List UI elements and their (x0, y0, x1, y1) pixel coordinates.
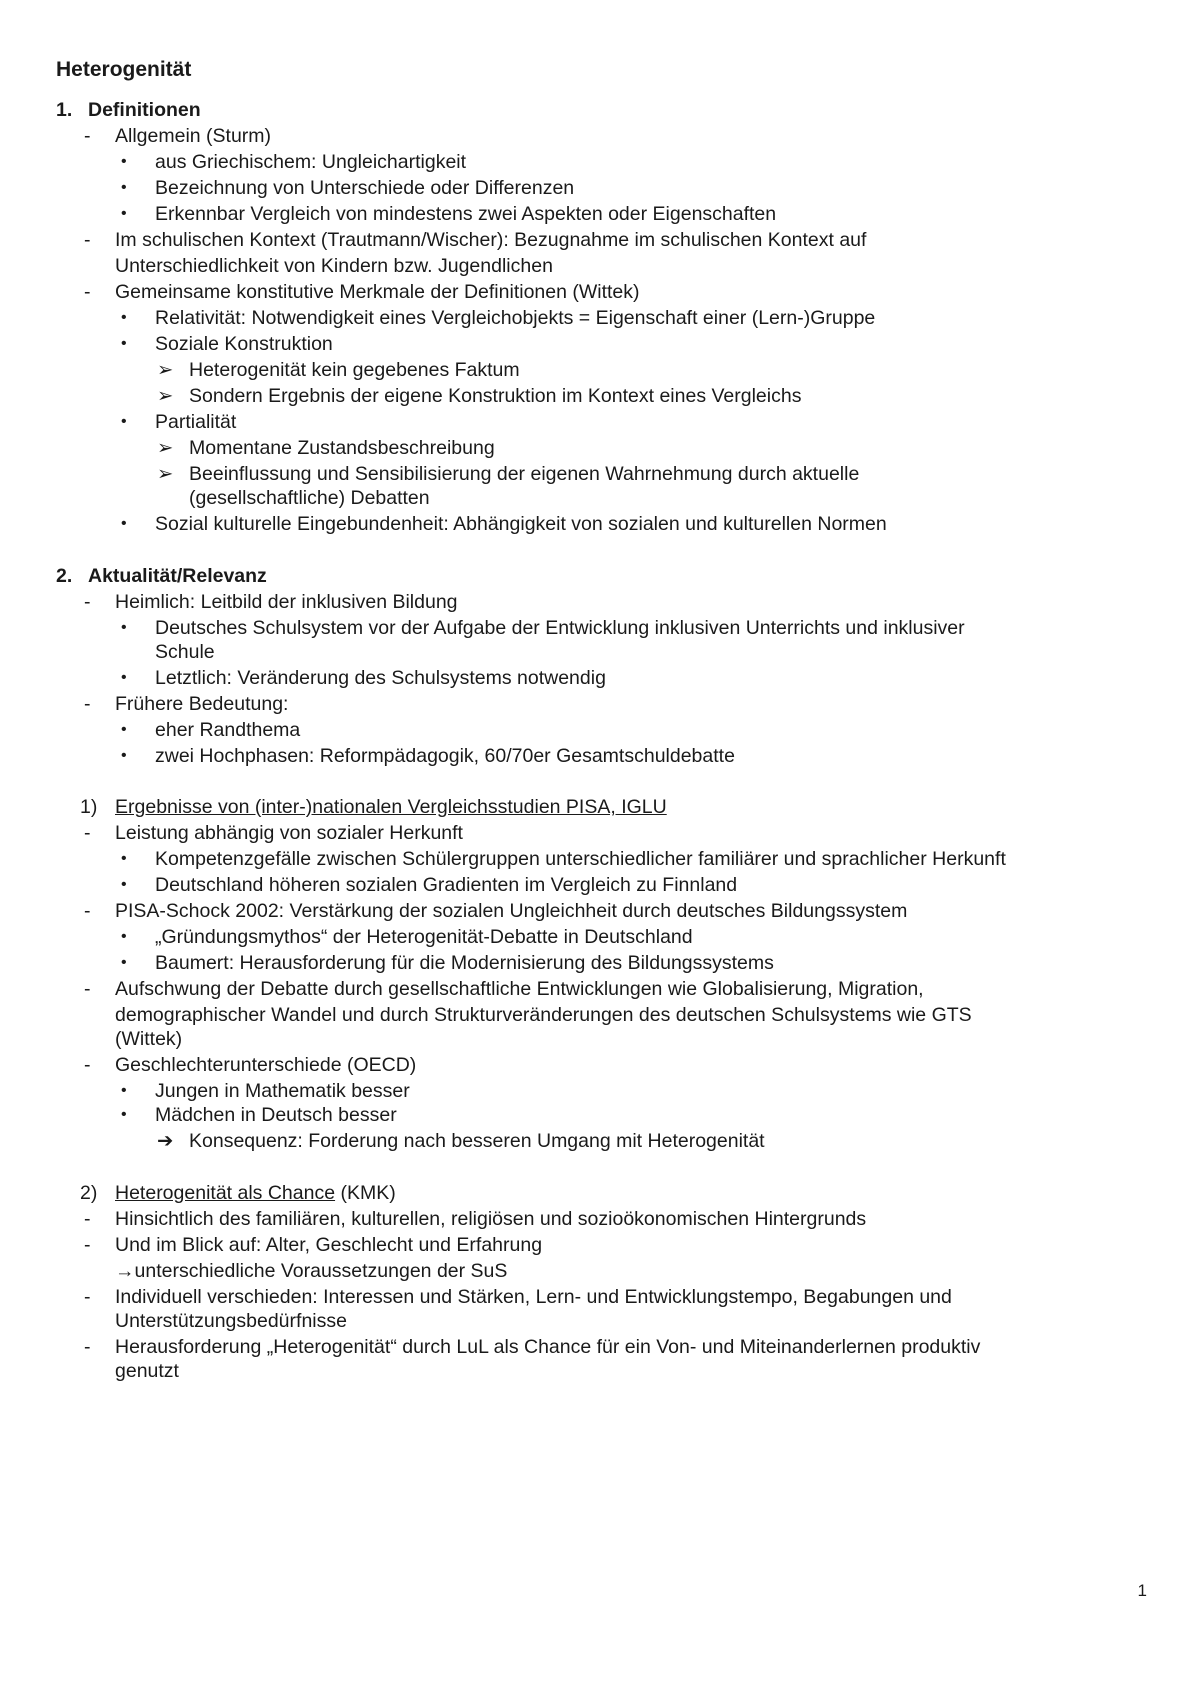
list-marker: 1. (56, 99, 73, 121)
document-title: Heterogenität (56, 58, 192, 81)
line-text: Hinsichtlich des familiären, kulturellen, religiösen und sozioökonomischen Hintergrunds (115, 1208, 867, 1230)
line-text: Definitionen (88, 99, 201, 121)
line-text: eher Randthema (155, 719, 301, 741)
line-text: zwei Hochphasen: Reformpädagogik, 60/70er Gesamtschuldebatte (155, 745, 735, 767)
list-item (0, 819, 1200, 847)
line-text: Mädchen in Deutsch besser (155, 1104, 397, 1126)
list-item (0, 975, 1200, 1003)
list-marker: • (121, 747, 127, 764)
line-text: Im schulischen Kontext (Trautmann/Wischer): Bezugnahme im schulischen Kontext auf (115, 229, 867, 251)
list-marker: - (84, 1234, 91, 1256)
list-item (0, 382, 1200, 410)
line-text: Unterschiedlichkeit von Kindern bzw. Jugendlichen (115, 255, 553, 277)
list-item (0, 1307, 1200, 1335)
list-item (0, 923, 1200, 951)
line-text: Aktualität/Relevanz (88, 565, 267, 587)
list-item (0, 200, 1200, 228)
list-marker: • (121, 669, 127, 686)
line-text: Beeinflussung und Sensibilisierung der eigenen Wahrnehmung durch aktuelle (189, 463, 860, 485)
line-text: Deutschland höheren sozialen Gradienten im Vergleich zu Finnland (155, 874, 738, 896)
list-marker: • (121, 153, 127, 170)
list-marker: - (84, 693, 91, 715)
list-item (0, 588, 1200, 616)
list-marker: ➢ (157, 385, 174, 407)
line-text: →unterschiedliche Voraussetzungen der SuS (115, 1260, 508, 1282)
line-text: Deutsches Schulsystem vor der Aufgabe der Entwicklung inklusiven Unterrichts und inklusiver (155, 617, 965, 639)
list-item (0, 664, 1200, 692)
list-marker: - (84, 1286, 91, 1308)
list-item (0, 949, 1200, 977)
list-item (0, 638, 1200, 666)
line-text: Gemeinsame konstitutive Merkmale der Definitionen (Wittek) (115, 281, 640, 303)
list-item (0, 742, 1200, 770)
line-text: Letztlich: Veränderung des Schulsystems notwendig (155, 667, 606, 689)
list-item (0, 1101, 1200, 1129)
line-text: Ergebnisse von (inter-)nationalen Vergleichsstudien PISA, IGLU (115, 796, 667, 818)
list-item (0, 871, 1200, 899)
line-text: „Gründungsmythos“ der Heterogenität-Debatte in Deutschland (155, 926, 693, 948)
list-item (0, 278, 1200, 306)
list-marker: • (121, 309, 127, 326)
line-text: Individuell verschieden: Interessen und Stärken, Lern- und Entwicklungstempo, Begabungen und (115, 1286, 952, 1308)
line-text: Partialität (155, 411, 237, 433)
line-text: Frühere Bedeutung: (115, 693, 289, 715)
line-text: Geschlechterunterschiede (OECD) (115, 1054, 417, 1076)
line-text: Heterogenität als Chance (KMK) (115, 1182, 396, 1204)
line-text: aus Griechischem: Ungleichartigkeit (155, 151, 467, 173)
list-marker: • (121, 1082, 127, 1099)
line-text: Und im Blick auf: Alter, Geschlecht und Erfahrung (115, 1234, 543, 1256)
line-text: Schule (155, 641, 215, 663)
list-item (0, 484, 1200, 512)
list-item (0, 1051, 1200, 1079)
line-text: Heterogenität kein gegebenes Faktum (189, 359, 520, 381)
line-text: Jungen in Mathematik besser (155, 1080, 410, 1102)
list-marker: - (84, 281, 91, 303)
list-marker: • (121, 413, 127, 430)
line-text: PISA-Schock 2002: Verstärkung der sozialen Ungleichheit durch deutsches Bildungssystem (115, 900, 908, 922)
line-text: Kompetenzgefälle zwischen Schülergruppen unterschiedlicher familiärer und sprachlicher Herkunft (155, 848, 1006, 870)
list-item (0, 1357, 1200, 1385)
line-text: Heimlich: Leitbild der inklusiven Bildung (115, 591, 458, 613)
line-text: Unterstützungsbedürfnisse (115, 1310, 347, 1332)
list-item (0, 330, 1200, 358)
line-text: (gesellschaftliche) Debatten (189, 487, 430, 509)
list-marker: 2) (80, 1182, 98, 1204)
list-marker: • (121, 1106, 127, 1123)
list-marker: - (84, 591, 91, 613)
line-text: Momentane Zustandsbeschreibung (189, 437, 495, 459)
list-item (0, 356, 1200, 384)
list-marker: - (84, 1054, 91, 1076)
list-item (0, 174, 1200, 202)
list-marker: ➔ (157, 1130, 174, 1152)
list-marker: ➢ (157, 437, 174, 459)
page-number: 1 (1137, 1581, 1147, 1600)
list-marker: 2. (56, 565, 73, 587)
list-item (0, 1205, 1200, 1233)
line-text: demographischer Wandel und durch Strukturveränderungen des deutschen Schulsystems wie GTS (115, 1004, 972, 1026)
list-marker: • (121, 721, 127, 738)
line-text: genutzt (115, 1360, 179, 1382)
list-marker: • (121, 954, 127, 971)
list-item (0, 122, 1200, 150)
line-text: Baumert: Herausforderung für die Modernisierung des Bildungssystems (155, 952, 774, 974)
list-marker: - (84, 1336, 91, 1358)
list-marker: - (84, 229, 91, 251)
list-marker: - (84, 1208, 91, 1230)
list-item (0, 510, 1200, 538)
list-marker: 1) (80, 796, 98, 818)
section-heading (0, 562, 1200, 590)
line-text: (Wittek) (115, 1028, 183, 1050)
list-item (0, 304, 1200, 332)
subsection-heading (0, 793, 1200, 821)
list-item (0, 226, 1200, 254)
list-item (0, 1231, 1200, 1259)
list-marker: • (121, 515, 127, 532)
list-marker: • (121, 179, 127, 196)
list-item (0, 1257, 1200, 1285)
list-item (0, 845, 1200, 873)
line-text: Aufschwung der Debatte durch gesellschaftliche Entwicklungen wie Globalisierung, Migration, (115, 978, 924, 1000)
list-marker: • (121, 619, 127, 636)
section-heading (0, 96, 1200, 124)
line-text: Relativität: Notwendigkeit eines Vergleichobjekts = Eigenschaft einer (Lern-)Gruppe (155, 307, 876, 329)
list-marker: ➢ (157, 463, 174, 485)
list-marker: - (84, 822, 91, 844)
line-text: Leistung abhängig von sozialer Herkunft (115, 822, 463, 844)
list-marker: - (84, 900, 91, 922)
line-text: Herausforderung „Heterogenität“ durch LuL als Chance für ein Von- und Miteinanderlernen produktiv (115, 1336, 981, 1358)
list-marker: • (121, 850, 127, 867)
list-marker: - (84, 125, 91, 147)
list-item (0, 690, 1200, 718)
list-marker: • (121, 928, 127, 945)
list-item (0, 408, 1200, 436)
list-item (0, 148, 1200, 176)
list-marker: ➢ (157, 359, 174, 381)
line-text: Allgemein (Sturm) (115, 125, 272, 147)
line-text: Sondern Ergebnis der eigene Konstruktion im Kontext eines Vergleichs (189, 385, 802, 407)
list-item (0, 897, 1200, 925)
line-text: Konsequenz: Forderung nach besseren Umgang mit Heterogenität (189, 1130, 765, 1152)
list-marker: - (84, 978, 91, 1000)
list-marker: • (121, 335, 127, 352)
line-text: Sozial kulturelle Eingebundenheit: Abhängigkeit von sozialen und kulturellen Normen (155, 513, 887, 535)
subsection-heading (0, 1179, 1200, 1207)
line-text: Erkennbar Vergleich von mindestens zwei Aspekten oder Eigenschaften (155, 203, 777, 225)
list-item (0, 434, 1200, 462)
list-marker: • (121, 876, 127, 893)
line-text: Bezeichnung von Unterschiede oder Differenzen (155, 177, 575, 199)
list-item (0, 716, 1200, 744)
list-marker: • (121, 205, 127, 222)
list-item (0, 1025, 1200, 1053)
list-item (0, 252, 1200, 280)
line-text: Soziale Konstruktion (155, 333, 333, 355)
list-item (0, 1127, 1200, 1155)
